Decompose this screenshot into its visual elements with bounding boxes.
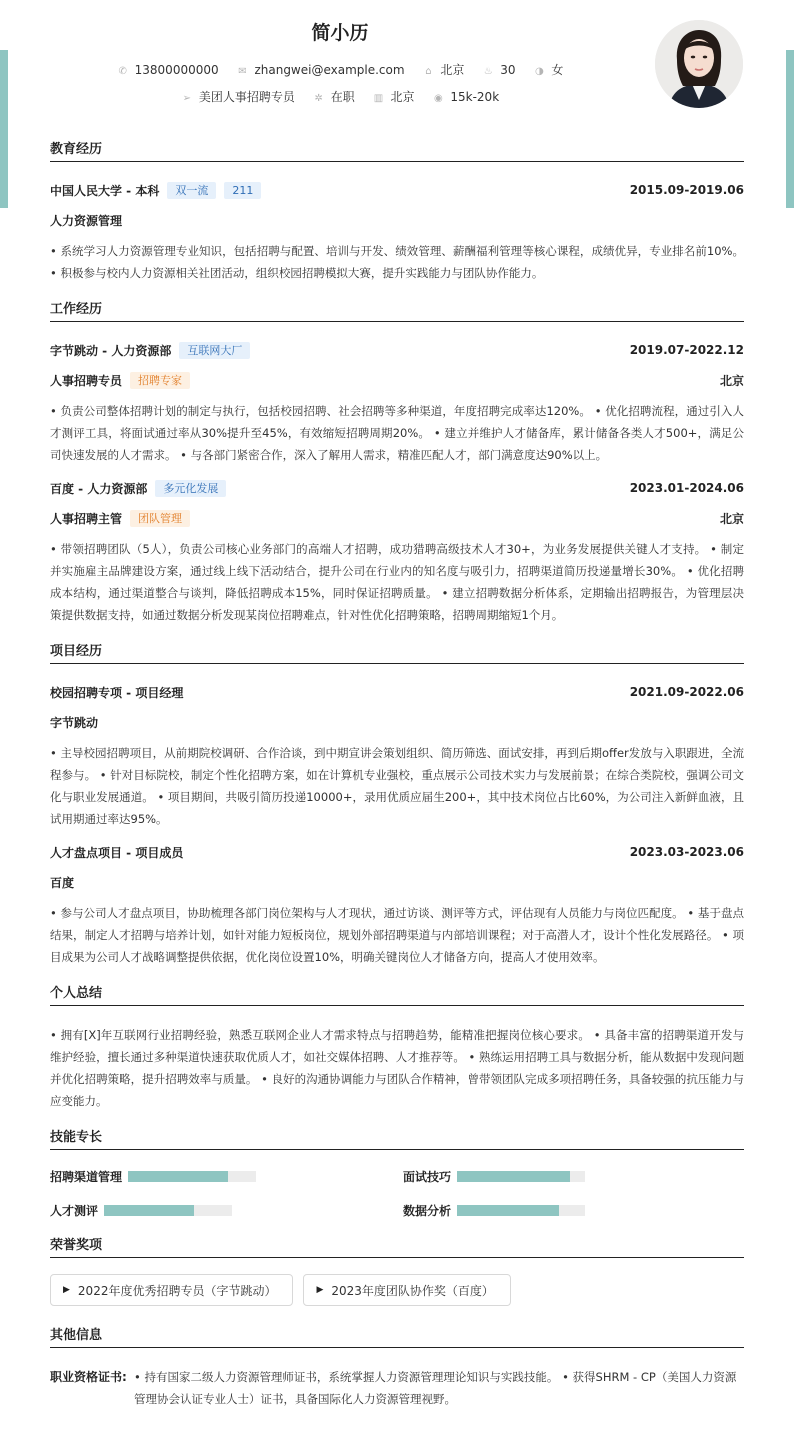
work-entry — [50, 340, 744, 466]
project-org-row — [50, 712, 744, 732]
project-date: 2023.03-2023.06 — [629, 845, 744, 859]
role-tag: 招聘专家 — [130, 372, 190, 389]
skill-bar-fill — [457, 1171, 570, 1182]
mail-icon: ✉ — [238, 66, 247, 77]
work-title-text: 人事招聘主管 — [50, 511, 123, 526]
resume-body — [50, 138, 744, 1424]
project-date: 2021.09-2022.06 — [629, 685, 744, 699]
work-head — [50, 478, 744, 498]
work-role-row — [50, 508, 744, 528]
certificate-label: 职业资格证书: — [50, 1370, 127, 1384]
job-intent-row — [0, 88, 680, 105]
education-school-wrap — [50, 182, 261, 199]
phone-icon: ✆ — [118, 66, 127, 77]
gender-item — [533, 61, 563, 78]
gender-text: 女 — [551, 63, 564, 77]
salary-item — [432, 90, 499, 104]
avatar-portrait — [655, 20, 743, 108]
awards-section — [50, 1234, 744, 1306]
certificate-text: • 持有国家二级人力资源管理师证书，系统掌握人力资源管理理论知识与实践技能。 • 获得SHRM - CP（美国人力资源管理协会认证专业人士）证书，具备国际化人力资源管理视野。 — [134, 1370, 737, 1406]
summary-title: 个人总结 — [50, 982, 744, 1006]
work-desc: • 带领招聘团队（5人），负责公司核心业务部门的高端人才招聘，成功猎聘高级技术人才30+，为业务发展提供关键人才支持。 • 制定并实施雇主品牌建设方案，通过线上线下活动结合，提升公司在行业内的知名度与吸引力，招聘渠道简历投递量增长30%。 • 优化招聘成本结构，通过渠道整合与谈判，降低招聘成本15%，同时保证招聘质量。 • 建立招聘数据分析体系，定期输出招聘报告，为管理层决策提供数据支持，如通过数据分析发现某岗位招聘难点，针对性优化招聘策略，招聘周期缩短1个月。 — [50, 542, 744, 622]
phone-item — [117, 63, 219, 77]
education-major-row — [50, 210, 744, 230]
work-company: 百度 - 人力资源部 — [50, 481, 148, 496]
send-icon: ➢ — [182, 93, 192, 104]
skill-bar-track — [128, 1171, 256, 1182]
skill-bar-fill — [128, 1171, 228, 1182]
skill-label: 招聘渠道管理 — [50, 1169, 123, 1184]
skill-bar-track — [457, 1205, 585, 1216]
cake-icon: ♨ — [483, 66, 493, 77]
target-city-text: 北京 — [390, 90, 415, 104]
email-item — [236, 63, 404, 77]
role-tag: 团队管理 — [130, 510, 190, 527]
education-entry — [50, 180, 744, 284]
project-desc: • 主导校园招聘项目，从前期院校调研、合作洽谈，到中期宣讲会策划组织、简历筛选、面试安排，再到后期offer发放与入职跟进，全流程参与。 • 针对目标院校，制定个性化招聘方案，如在计算机专业强校，重点展示公司技术实力与发展前景；在综合类院校，强调公司文化与职业发展通道。 • 项目期间，共吸引简历投递10000+，录用优质应届生200+，其中技术岗位占比60%，为公司注入新鲜血液，且试用期通过率达95%。 — [50, 746, 744, 826]
skill-label: 面试技巧 — [403, 1169, 452, 1184]
education-head — [50, 180, 744, 200]
skill-bar-fill — [104, 1205, 194, 1216]
candidate-name: 简小历 — [311, 22, 369, 44]
award-item — [303, 1274, 510, 1306]
skill-item — [50, 1200, 403, 1220]
work-entry — [50, 478, 744, 626]
summary-text: • 拥有[X]年互联网行业招聘经验，熟悉互联网企业人才需求特点与招聘趋势，能精准把握岗位核心要求。 • 具备丰富的招聘渠道开发与维护经验，擅长通过多种渠道快速获取优质人才，如社交媒体招聘、人才推荐等。 • 熟练运用招聘工具与数据分析，能从数据中发现问题并优化招聘策略，提升招聘效率与质量。 • 良好的沟通协调能力与团队合作精神，曾带领团队完成多项招聘任务，具备较强的抗压能力与应变能力。 — [50, 1028, 744, 1108]
education-section — [50, 138, 744, 284]
gender-icon: ◑ — [534, 66, 544, 77]
target-job-item — [181, 88, 295, 105]
work-head — [50, 340, 744, 360]
contact-row — [0, 61, 680, 78]
work-title: 工作经历 — [50, 298, 744, 322]
work-company-wrap — [50, 342, 250, 359]
skill-bar-track — [457, 1171, 585, 1182]
skill-item — [403, 1166, 744, 1186]
award-item — [50, 1274, 293, 1306]
target-city-item — [373, 88, 415, 105]
status-text: 在职 — [330, 90, 355, 104]
work-role-wrap — [50, 510, 190, 527]
work-company-wrap — [50, 480, 226, 497]
work-role-wrap — [50, 372, 190, 389]
work-city: 北京 — [719, 373, 744, 388]
skills-section — [50, 1126, 744, 1220]
project-desc: • 参与公司人才盘点项目，协助梳理各部门岗位架构与人才现状，通过访谈、测评等方式，评估现有人员能力与岗位匹配度。 • 基于盘点结果，制定人才招聘与培养计划，如针对能力短板岗位，规划外部招聘渠道与内部培训课程；对于高潜人才，设计个性化发展路径。 • 项目成果为公司人才战略调整提供依据，优化岗位设置10%，明确关键岗位人才储备方向，提高人才使用效率。 — [50, 906, 744, 964]
education-major: 人力资源管理 — [50, 213, 123, 228]
skill-label: 数据分析 — [403, 1203, 452, 1218]
city-item — [422, 61, 464, 78]
home-icon: ⌂ — [425, 66, 432, 77]
education-desc: • 系统学习人力资源管理专业知识，包括招聘与配置、培训与开发、绩效管理、薪酬福利管理等核心课程，成绩优异，专业排名前10%。 • 积极参与校内人力资源相关社团活动，组织校园招聘模拟大赛，提升实践能力与团队协作能力。 — [50, 244, 744, 280]
award-text: 2022年度优秀招聘专员（字节跳动） — [77, 1283, 277, 1298]
city-text: 北京 — [440, 63, 465, 77]
skill-label: 人才测评 — [50, 1203, 99, 1218]
target-job-text: 美团人事招聘专员 — [198, 90, 295, 104]
skill-bar-fill — [457, 1205, 559, 1216]
award-text: 2023年度团队协作奖（百度） — [331, 1283, 494, 1298]
project-head — [50, 842, 744, 862]
age-item — [482, 63, 515, 77]
work-title-text: 人事招聘专员 — [50, 373, 123, 388]
education-title: 教育经历 — [50, 138, 744, 162]
school-tag: 双一流 — [167, 182, 216, 199]
company-tag: 互联网大厂 — [179, 342, 250, 359]
summary-section — [50, 982, 744, 1112]
project-name: 校园招聘专项 - 项目经理 — [50, 685, 184, 700]
status-item — [313, 88, 355, 105]
education-date: 2015.09-2019.06 — [629, 183, 744, 197]
other-row — [50, 1366, 744, 1410]
triangle-icon: ▶ — [316, 1285, 324, 1295]
skills-grid — [50, 1166, 744, 1220]
work-city: 北京 — [719, 511, 744, 526]
projects-section — [50, 640, 744, 968]
work-role-row — [50, 370, 744, 390]
work-section — [50, 298, 744, 626]
skill-item — [50, 1166, 403, 1186]
project-name: 人才盘点项目 - 项目成员 — [50, 845, 184, 860]
avatar — [655, 20, 743, 108]
resume-header — [0, 0, 794, 130]
email-text: zhangwei@example.com — [254, 63, 405, 77]
project-org: 字节跳动 — [50, 715, 99, 730]
school-tag: 211 — [224, 182, 261, 199]
building-icon: ▥ — [373, 93, 384, 104]
project-entry — [50, 842, 744, 968]
projects-title: 项目经历 — [50, 640, 744, 664]
project-org-row — [50, 872, 744, 892]
work-date: 2023.01-2024.06 — [629, 481, 744, 495]
other-title: 其他信息 — [50, 1324, 744, 1348]
awards-title: 荣誉奖项 — [50, 1234, 744, 1258]
work-company: 字节跳动 - 人力资源部 — [50, 343, 172, 358]
awards-list — [50, 1274, 744, 1306]
other-section — [50, 1324, 744, 1410]
skills-title: 技能专长 — [50, 1126, 744, 1150]
skill-bar-track — [104, 1205, 232, 1216]
coin-icon: ◉ — [434, 93, 443, 104]
salary-text: 15k-20k — [450, 90, 500, 104]
skill-item — [403, 1200, 744, 1220]
school-name: 中国人民大学 - 本科 — [50, 183, 160, 198]
project-head — [50, 682, 744, 702]
project-entry — [50, 682, 744, 830]
age-text: 30 — [500, 63, 516, 77]
work-desc: • 负责公司整体招聘计划的制定与执行，包括校园招聘、社会招聘等多种渠道，年度招聘完成率达120%。 • 优化招聘流程，通过引入人才测评工具，将面试通过率从30%提升至45%，有效缩短招聘周期20%。 • 建立并维护人才储备库，累计储备各类人才500+，满足公司快速发展的人才需求。 • 与各部门紧密合作，深入了解用人需求，精准匹配人才，部门满意度达90%以上。 — [50, 404, 744, 462]
company-tag: 多元化发展 — [155, 480, 226, 497]
gear-icon: ✲ — [314, 93, 323, 104]
phone-text: 13800000000 — [134, 63, 219, 77]
triangle-icon: ▶ — [63, 1285, 70, 1295]
work-date: 2019.07-2022.12 — [629, 343, 744, 357]
project-org: 百度 — [50, 875, 75, 890]
